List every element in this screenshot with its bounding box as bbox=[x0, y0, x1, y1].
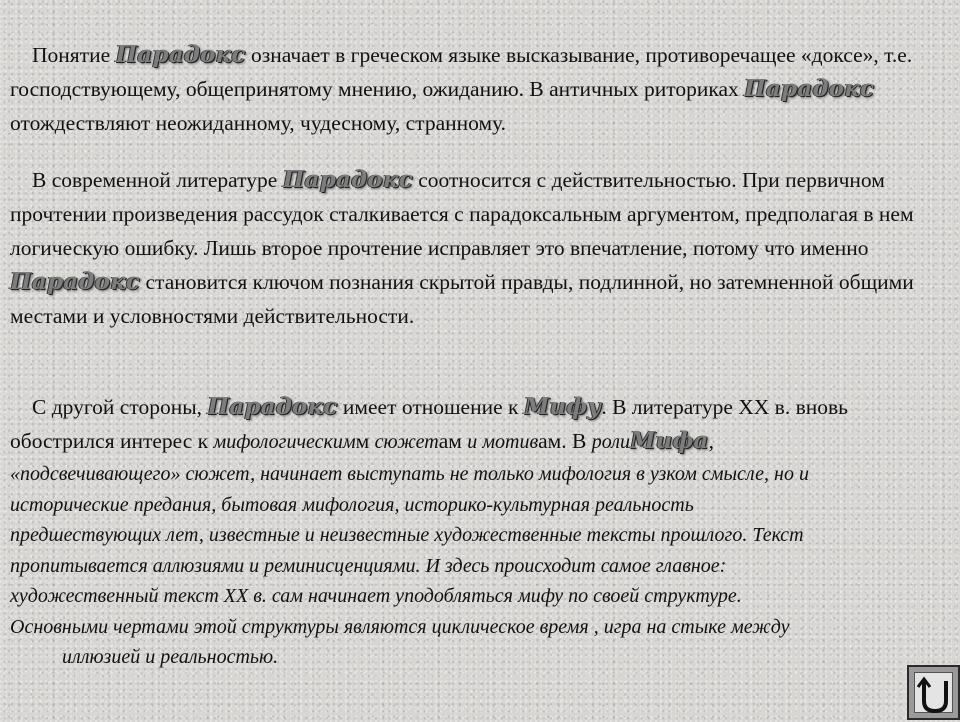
text-segment: В современной литературе bbox=[32, 168, 283, 192]
italic-line: пропитывается аллюзиями и реминисценциями. И здесь происходит самое главное: bbox=[10, 554, 727, 577]
term-paradox: Парадокс bbox=[282, 166, 413, 193]
text-segment: м bbox=[355, 429, 375, 453]
italic-segment: и мотив bbox=[467, 431, 539, 453]
text-segment: , bbox=[708, 429, 715, 453]
italic-line: Основными чертами этой структуры являются циклическое время , игра на стыке между bbox=[10, 615, 790, 638]
italic-line: художественный текст XX в. сам начинает уподобляться мифу по своей структуре. bbox=[10, 585, 742, 607]
term-myth: Мифа bbox=[630, 427, 709, 454]
text-segment: Понятие bbox=[32, 43, 111, 67]
text-segment: отождествляют неожиданному, чудесному, странному. bbox=[10, 111, 507, 135]
text-segment: ам. В bbox=[538, 429, 592, 453]
text-segment: . В литературе XX в. вновь обострился интерес к bbox=[10, 395, 848, 453]
term-paradox: Парадокс bbox=[207, 393, 338, 420]
italic-line: предшествующих лет, известные и неизвестные художественные тексты прошлого. Текст bbox=[10, 524, 804, 546]
italic-line: «подсвечивающего» сюжет, начинает выступать не только мифология в узком смысле, но и bbox=[10, 463, 809, 485]
return-u-turn-icon bbox=[909, 667, 960, 722]
italic-segment: мифологическим bbox=[213, 431, 356, 453]
term-paradox: Парадокс bbox=[10, 268, 141, 295]
italic-line: исторические предания, бытовая мифология, историко-культурная реальность bbox=[10, 493, 694, 516]
paragraph-modern-literature bbox=[10, 163, 945, 333]
text-segment: означает в греческом языке высказывание, противоречащее «доксе», т.е. господствующему, общепринятому мнению, ожиданию. В античных риториках bbox=[10, 43, 913, 101]
italic-line-last: иллюзией и реальностью. bbox=[62, 646, 279, 668]
term-paradox: Парадокс bbox=[115, 41, 246, 68]
text-segment: становится ключом познания скрытой правды, подлинной, но затемненной общими местами и условностями действительности. bbox=[10, 270, 914, 328]
italic-segment: роли bbox=[591, 431, 630, 453]
text-segment: ам bbox=[438, 429, 468, 453]
paragraph-paradox-definition bbox=[10, 38, 945, 140]
text-segment: соотносится с действительностью. При первичном прочтении произведения рассудок сталкивается с парадоксальным аргументом, предполагая в нем логическую ошибку. Лишь второе прочтение исправляет это впечатление, потому что именно bbox=[10, 168, 914, 260]
return-button[interactable] bbox=[907, 665, 960, 720]
term-myth: Мифу bbox=[523, 393, 602, 420]
text-segment: имеет отношение к bbox=[337, 395, 524, 419]
paragraph-myth bbox=[10, 390, 945, 673]
italic-segment: сюжет bbox=[374, 431, 439, 453]
term-paradox: Парадокс bbox=[744, 75, 875, 102]
text-segment: С другой стороны, bbox=[32, 395, 208, 419]
